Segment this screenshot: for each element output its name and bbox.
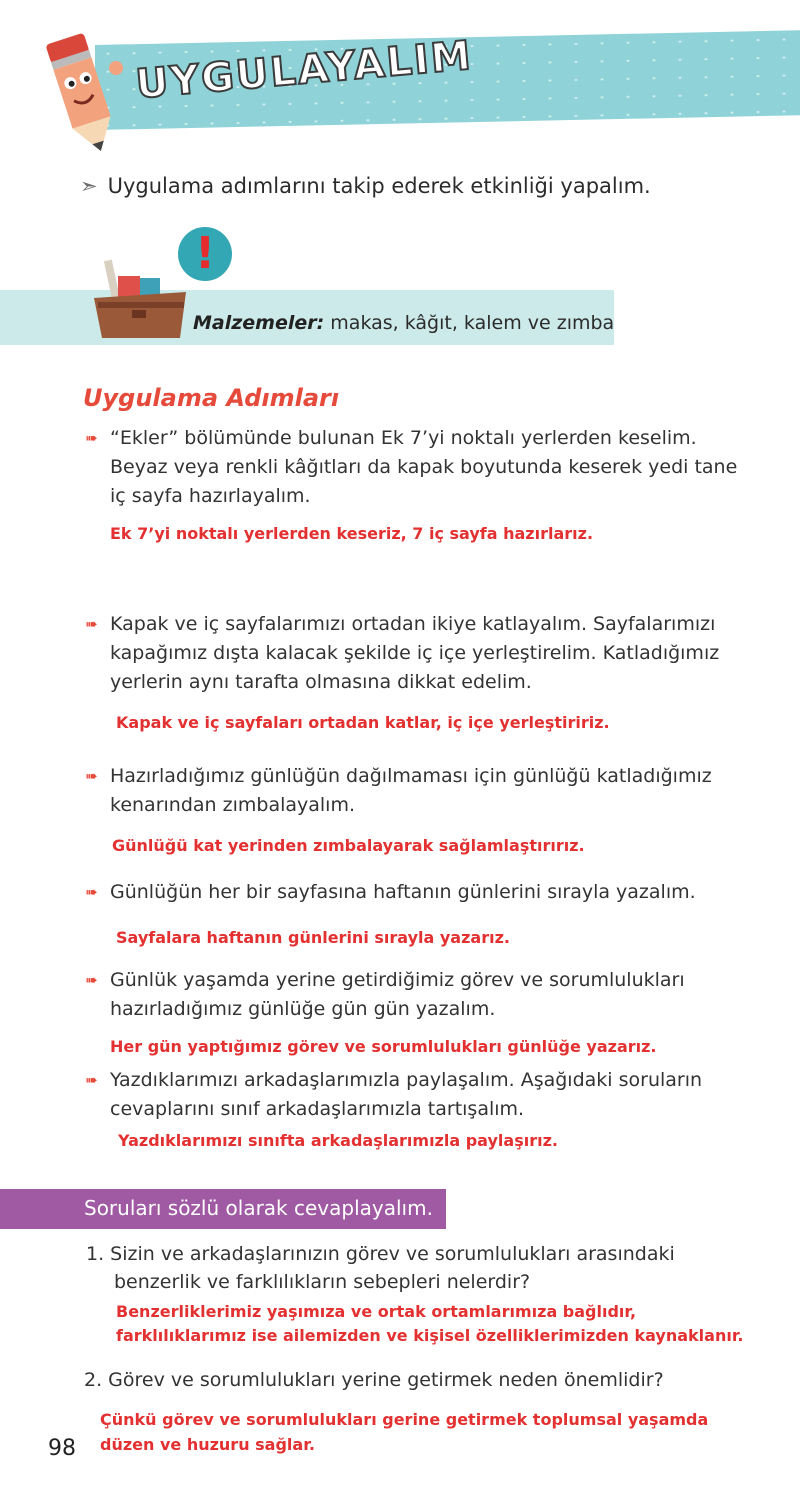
step-line: Günlük yaşamda yerine getirdiğimiz görev ve sorumlulukları (110, 969, 685, 991)
materials-line (193, 312, 614, 334)
step-2-answer: Kapak ve iç sayfaları ortadan katlar, iç içe yerleştiririz. (116, 713, 610, 732)
page-title: UYGULAYALIM (133, 32, 475, 108)
steps-heading: Uygulama Adımları (83, 384, 340, 412)
intro-text: Uygulama adımlarını takip ederek etkinliği yapalım. (107, 174, 651, 198)
exclamation-icon: ! (178, 227, 232, 281)
bullet-arrow-icon: ➠ (85, 1071, 98, 1089)
question-2-answer: düzen ve huzuru sağlar. (100, 1435, 315, 1454)
materials-items: makas, kâğıt, kalem ve zımba (330, 312, 615, 334)
step-4 (85, 878, 696, 907)
step-1 (85, 424, 737, 511)
step-5 (85, 966, 685, 1024)
bullet-arrow-icon: ➠ (85, 971, 98, 989)
step-line: Beyaz veya renkli kâğıtları da kapak boyutunda keserek yedi tane (110, 456, 738, 478)
question-1-line: benzerlik ve farklılıkların sebepleri nelerdir? (114, 1271, 531, 1293)
step-line: Hazırladığımız günlüğün dağılmaması için günlüğü katladığımız (110, 765, 712, 787)
questions-title: Soruları sözlü olarak cevaplayalım. (84, 1196, 433, 1220)
page-number: 98 (48, 1436, 76, 1461)
step-4-answer: Sayfalara haftanın günlerini sırayla yazarız. (116, 928, 510, 947)
step-line: Yazdıklarımızı arkadaşlarımızla paylaşalım. Aşağıdaki soruların (110, 1069, 703, 1091)
bullet-arrow-icon: ➠ (85, 883, 98, 901)
bullet-arrow-icon: ➠ (85, 429, 98, 447)
step-line: Kapak ve iç sayfalarımızı ortadan ikiye katlayalım. Sayfalarımızı (110, 613, 716, 635)
question-1-line: 1. Sizin ve arkadaşlarınızın görev ve sorumlulukları arasındaki (86, 1243, 675, 1265)
question-1-answer: farklılıklarımız ise ailemizden ve kişisel özelliklerimizden kaynaklanır. (116, 1326, 744, 1345)
bullet-arrow-icon: ➠ (85, 767, 98, 785)
arrow-icon: ➣ (80, 174, 98, 198)
step-1-answer: Ek 7’yi noktalı yerlerden keseriz, 7 iç sayfa hazırlarız. (110, 524, 594, 543)
materials-label: Malzemeler: (193, 312, 325, 334)
step-line: “Ekler” bölümünde bulunan Ek 7’yi noktalı yerlerden keselim. (110, 427, 697, 449)
question-2-line: 2. Görev ve sorumlulukları yerine getirmek neden önemlidir? (84, 1369, 664, 1391)
step-5-answer: Her gün yaptığımız görev ve sorumlulukları günlüğe yazarız. (110, 1037, 657, 1056)
pencil-mascot-icon (40, 28, 125, 158)
question-2-answer: Çünkü görev ve sorumlulukları gerine getirmek toplumsal yaşamda (100, 1410, 709, 1429)
question-1-answer: Benzerliklerimiz yaşımıza ve ortak ortamlarımıza bağlıdır, (116, 1302, 637, 1321)
step-3-answer: Günlüğü kat yerinden zımbalayarak sağlamlaştırırız. (112, 836, 585, 855)
step-line: iç sayfa hazırlayalım. (110, 485, 311, 507)
step-2 (85, 610, 719, 697)
toolbox-icon (88, 258, 193, 340)
bullet-arrow-icon: ➠ (85, 615, 98, 633)
step-6 (85, 1066, 702, 1124)
intro-line (80, 174, 651, 198)
step-line: kapağımız dışta kalacak şekilde iç içe yerleştirelim. Katladığımız (110, 642, 720, 664)
step-line: yerlerin aynı tarafta olmasına dikkat edelim. (110, 671, 532, 693)
step-line: cevaplarını sınıf arkadaşlarımızla tartışalım. (110, 1098, 525, 1120)
step-6-answer: Yazdıklarımızı sınıfta arkadaşlarımızla paylaşırız. (118, 1131, 558, 1150)
step-line: kenarından zımbalayalım. (110, 794, 355, 816)
step-line: hazırladığımız günlüğe gün gün yazalım. (110, 998, 496, 1020)
step-3 (85, 762, 712, 820)
step-line: Günlüğün her bir sayfasına haftanın günlerini sırayla yazalım. (110, 881, 696, 903)
